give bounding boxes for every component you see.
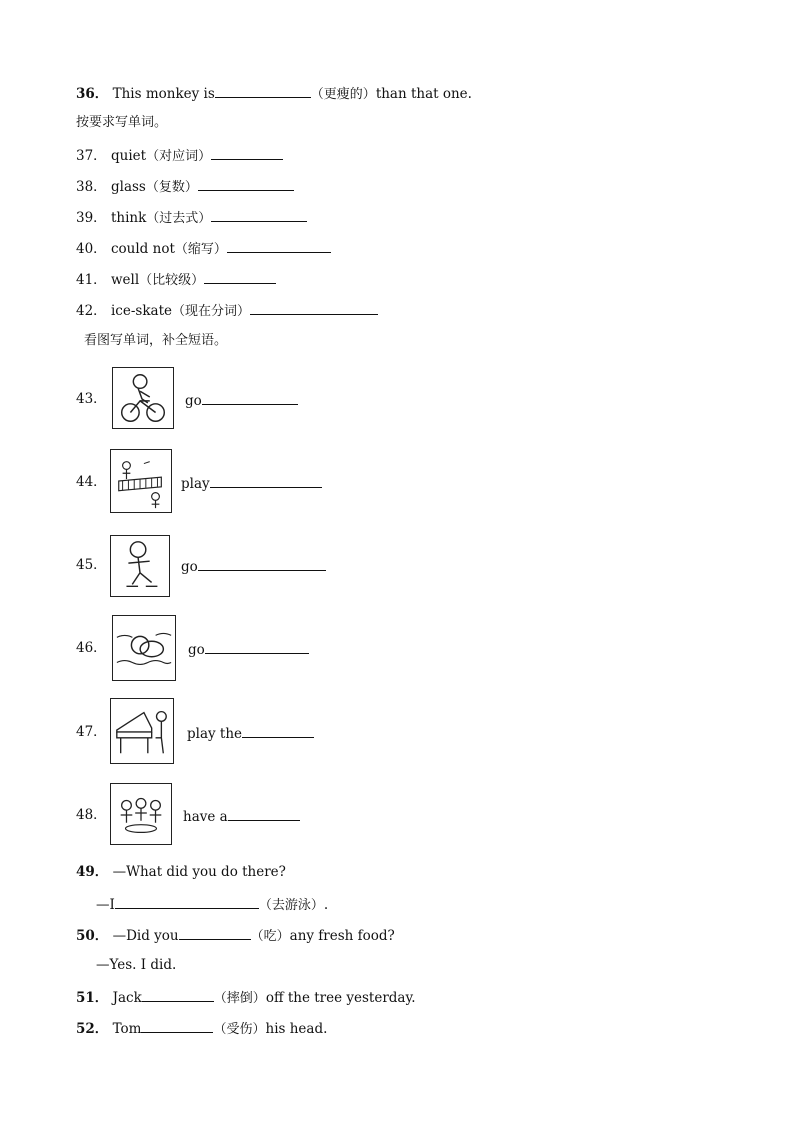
question-36 (76, 83, 472, 104)
phrase: have a (183, 809, 228, 825)
picture-phrase-44 (181, 473, 322, 493)
hint: （去游泳） (258, 898, 324, 913)
question-text: any fresh food? (289, 928, 395, 944)
question-43 (76, 390, 107, 408)
answer-blank[interactable] (179, 925, 251, 940)
question-38 (76, 176, 294, 197)
question-40 (76, 238, 331, 259)
question-49-answer-line (96, 894, 328, 915)
answer-blank[interactable] (215, 83, 311, 98)
question-number: 45． (76, 557, 107, 573)
answer-blank[interactable] (211, 207, 307, 222)
picture-phrase-45 (181, 556, 326, 576)
question-48 (76, 806, 107, 824)
question-text: off the tree yesterday. (265, 990, 416, 1006)
badminton-players-icon (110, 449, 172, 513)
word: glass (110, 179, 146, 195)
question-number: 52． (76, 1021, 109, 1037)
question-46 (76, 639, 107, 657)
section-heading-1: 按要求写单词。 (76, 115, 168, 130)
question-number: 43． (76, 391, 107, 407)
answer-blank[interactable] (202, 390, 298, 405)
hint: （复数） (145, 180, 198, 195)
question-number: 36． (76, 86, 109, 102)
question-44 (76, 473, 107, 491)
word: think (110, 210, 147, 226)
question-number: 41． (76, 272, 107, 288)
answer-blank[interactable] (204, 269, 276, 284)
hint: （吃） (250, 929, 290, 944)
answer-blank[interactable] (142, 987, 214, 1002)
question-text: —What did you do there? (112, 864, 286, 880)
answer-blank[interactable] (242, 723, 314, 738)
answer-blank[interactable] (250, 300, 378, 315)
picture-phrase-48 (183, 806, 300, 826)
question-50 (76, 925, 395, 946)
answer-blank[interactable] (198, 556, 326, 571)
question-49 (76, 863, 286, 881)
phrase: play (181, 476, 210, 492)
party-children-icon (110, 783, 172, 845)
answer-blank[interactable] (205, 639, 309, 654)
answer-prefix: —I (96, 897, 115, 913)
hint: （摔倒） (213, 991, 266, 1006)
question-51 (76, 987, 416, 1008)
question-number: 44． (76, 474, 107, 490)
question-47 (76, 723, 107, 741)
swimming-boy-icon (112, 615, 176, 681)
question-number: 37． (76, 148, 107, 164)
hint: （过去式） (146, 211, 212, 226)
hint: （现在分词） (172, 304, 251, 319)
hint: （比较级） (139, 273, 205, 288)
answer-blank[interactable] (198, 176, 294, 191)
answer-blank[interactable] (141, 1018, 213, 1033)
answer-blank[interactable] (210, 473, 322, 488)
question-41 (76, 269, 276, 290)
question-number: 42． (76, 303, 107, 319)
question-text: Tom (112, 1021, 142, 1037)
question-52 (76, 1018, 327, 1039)
question-number: 39． (76, 210, 107, 226)
word: ice-skate (110, 303, 172, 319)
question-text: Jack (112, 990, 142, 1006)
answer-suffix: . (323, 897, 329, 913)
question-37 (76, 145, 283, 166)
answer-blank[interactable] (228, 806, 300, 821)
word: could not (110, 241, 175, 257)
question-number: 40． (76, 241, 107, 257)
question-number: 50． (76, 928, 109, 944)
hint: （受伤） (213, 1022, 266, 1037)
picture-phrase-46 (188, 639, 309, 659)
question-text: than that one. (375, 86, 472, 102)
picture-phrase-43 (185, 390, 298, 410)
question-text: his head. (265, 1021, 328, 1037)
phrase: play the (187, 726, 243, 742)
question-text: —Did you (112, 928, 179, 944)
question-50-reply: —Yes. I did. (96, 957, 177, 973)
question-text: This monkey is (112, 86, 215, 102)
hint: （更瘦的） (310, 87, 376, 102)
question-39 (76, 207, 307, 228)
question-number: 51． (76, 990, 109, 1006)
hint: （对应词） (146, 149, 212, 164)
phrase: go (188, 642, 205, 658)
word: well (110, 272, 140, 288)
piano-player-icon (110, 698, 174, 764)
question-45 (76, 556, 107, 574)
question-number: 46． (76, 640, 107, 656)
picture-phrase-47 (187, 723, 314, 743)
question-number: 38． (76, 179, 107, 195)
question-number: 49． (76, 864, 109, 880)
hint: （缩写） (174, 242, 227, 257)
question-number: 47． (76, 724, 107, 740)
cycling-boy-icon (112, 367, 174, 429)
skating-boy-icon (110, 535, 170, 597)
answer-blank[interactable] (227, 238, 331, 253)
question-42 (76, 300, 378, 321)
answer-blank[interactable] (115, 894, 259, 909)
word: quiet (110, 148, 147, 164)
phrase: go (185, 393, 202, 409)
answer-blank[interactable] (211, 145, 283, 160)
phrase: go (181, 559, 198, 575)
question-number: 48． (76, 807, 107, 823)
section-heading-2: 看图写单词，补全短语。 (84, 333, 228, 348)
